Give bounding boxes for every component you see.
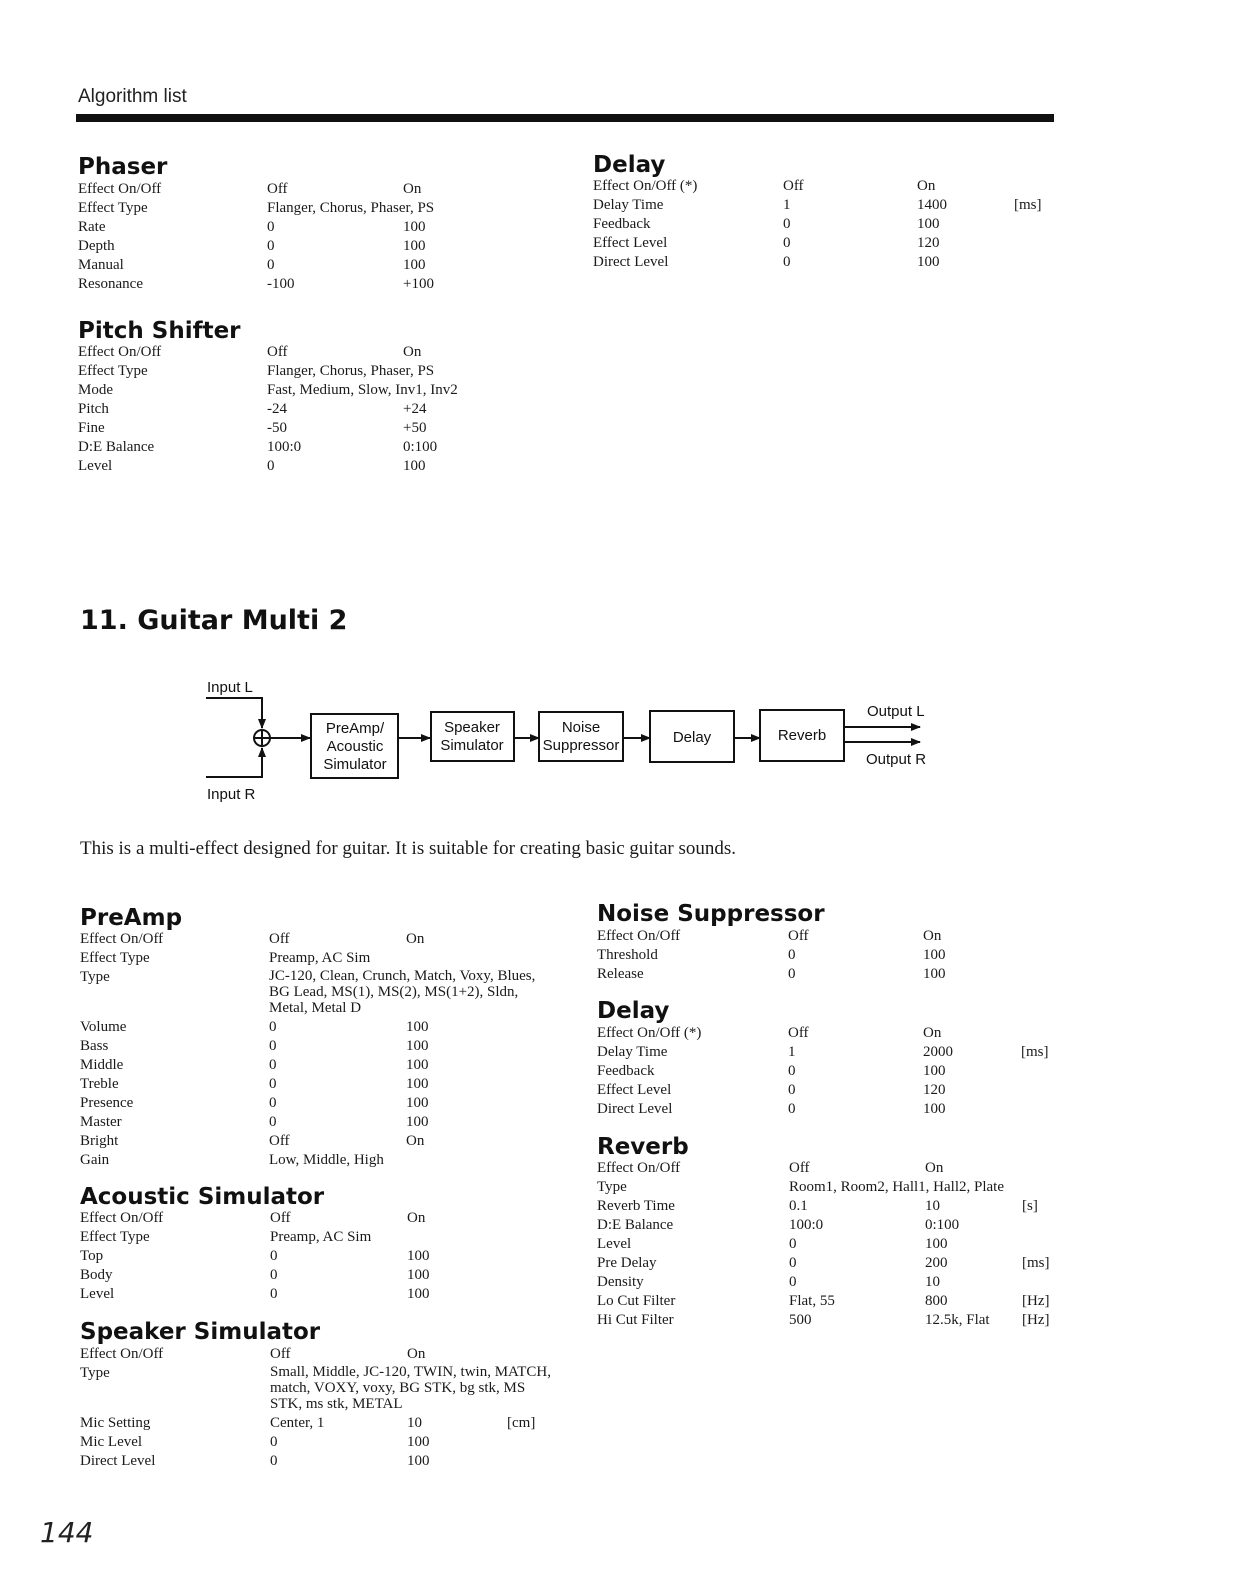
param-name: Effect Type xyxy=(80,950,150,966)
param-unit: [Hz] xyxy=(1022,1293,1050,1309)
running-header: Algorithm list xyxy=(78,86,187,107)
param-min: 0 xyxy=(269,1019,277,1035)
param-max: 10 xyxy=(925,1198,940,1214)
param-max: On xyxy=(923,928,942,944)
param-min: 0 xyxy=(267,257,275,273)
param-min: Off xyxy=(269,931,290,947)
param-name: Fine xyxy=(78,420,105,436)
param-min: Off xyxy=(789,1160,810,1176)
param-max: On xyxy=(925,1160,944,1176)
header-rule xyxy=(76,114,1054,122)
param-max: 100 xyxy=(403,257,426,273)
param-min: 0 xyxy=(788,947,796,963)
param-name: Treble xyxy=(80,1076,119,1092)
param-name: Level xyxy=(597,1236,632,1252)
param-min: 100:0 xyxy=(267,439,302,455)
noise-label-2: Suppressor xyxy=(542,737,620,754)
param-max: 10 xyxy=(407,1415,422,1431)
param-max: 120 xyxy=(917,235,940,251)
param-name: Effect On/Off xyxy=(80,931,164,947)
param-min: 0 xyxy=(269,1114,277,1130)
param-name: Feedback xyxy=(593,216,651,232)
param-min: Room1, Room2, Hall1, Hall2, Plate xyxy=(789,1179,1004,1195)
param-name: Delay Time xyxy=(597,1044,668,1060)
param-name: Effect Level xyxy=(593,235,668,251)
param-max: 100 xyxy=(406,1114,429,1130)
param-max: 100 xyxy=(407,1286,430,1302)
param-name: Top xyxy=(80,1248,104,1264)
param-max: 100 xyxy=(406,1076,429,1092)
input-r-label: Input R xyxy=(207,786,256,803)
param-min: Flat, 55 xyxy=(789,1293,835,1309)
param-name: Threshold xyxy=(597,947,658,963)
param-max: 100 xyxy=(406,1057,429,1073)
param-min: 0.1 xyxy=(789,1198,808,1214)
preamp-label-3: Simulator xyxy=(323,756,387,773)
param-min: Flanger, Chorus, Phaser, PS xyxy=(267,363,435,379)
param-max: On xyxy=(917,178,936,194)
param-max: On xyxy=(406,931,425,947)
param-name: Resonance xyxy=(78,276,143,292)
param-name: Manual xyxy=(78,257,124,273)
param-unit: [cm] xyxy=(507,1415,536,1431)
algorithm-description: This is a multi-effect designed for guitar. It is suitable for creating basic guitar sounds. xyxy=(80,838,737,859)
param-name: Effect On/Off xyxy=(597,1160,681,1176)
output-r-label: Output R xyxy=(866,751,927,768)
param-name: Pre Delay xyxy=(597,1255,657,1271)
param-name: Direct Level xyxy=(593,254,669,270)
param-max: 100 xyxy=(407,1248,430,1264)
param-name: Effect Type xyxy=(78,200,148,216)
param-name: Gain xyxy=(80,1152,110,1168)
param-min: Off xyxy=(269,1133,290,1149)
mixer-symbol xyxy=(254,730,270,746)
param-name: Volume xyxy=(80,1019,127,1035)
param-name: Bright xyxy=(80,1133,119,1149)
param-name: D:E Balance xyxy=(78,439,155,455)
param-name: Direct Level xyxy=(80,1453,156,1469)
param-min: 1 xyxy=(783,197,791,213)
param-name: Lo Cut Filter xyxy=(597,1293,676,1309)
param-min: -100 xyxy=(267,276,295,292)
noise-suppressor-block xyxy=(539,712,623,761)
speaker-simulator-block xyxy=(431,712,514,761)
param-max: On xyxy=(403,181,422,197)
speaker-label-2: Simulator xyxy=(440,737,504,754)
param-name: Type xyxy=(597,1179,627,1195)
param-min: Off xyxy=(270,1346,291,1362)
param-unit: [s] xyxy=(1022,1198,1038,1214)
param-name: Effect On/Off xyxy=(78,181,162,197)
param-name: Rate xyxy=(78,219,106,235)
param-min: -50 xyxy=(267,420,287,436)
chapter-title: 11. Guitar Multi 2 xyxy=(80,605,348,636)
param-name: Level xyxy=(80,1286,115,1302)
reverb-label: Reverb xyxy=(777,727,827,744)
param-min: 0 xyxy=(267,238,275,254)
param-max: 800 xyxy=(925,1293,948,1309)
param-min: 500 xyxy=(789,1312,812,1328)
param-max: 100 xyxy=(923,966,946,982)
param-min: Off xyxy=(783,178,804,194)
param-min: Off xyxy=(270,1210,291,1226)
param-min: Preamp, AC Sim xyxy=(270,1229,372,1245)
page-number: 144 xyxy=(40,1516,94,1549)
param-max: +50 xyxy=(403,420,427,436)
param-max: 0:100 xyxy=(403,439,438,455)
param-max: 120 xyxy=(923,1082,946,1098)
param-name: D:E Balance xyxy=(597,1217,674,1233)
param-max: 12.5k, Flat xyxy=(925,1312,990,1328)
param-max: 100 xyxy=(407,1267,430,1283)
param-max: +100 xyxy=(403,276,434,292)
param-name: Direct Level xyxy=(597,1101,673,1117)
delay-block xyxy=(650,711,734,762)
param-min: 0 xyxy=(269,1095,277,1111)
speaker-simulator-title: Speaker Simulator xyxy=(80,1319,321,1345)
param-unit: [ms] xyxy=(1022,1255,1050,1271)
speaker-label-1: Speaker xyxy=(444,719,500,736)
param-max: 100 xyxy=(403,219,426,235)
param-min: Off xyxy=(788,1025,809,1041)
param-min: JC-120, Clean, Crunch, Match, Voxy, Blues, BG Lead, MS(1), MS(2), MS(1+2), Sldn, Metal, Metal D xyxy=(269,968,536,1016)
param-min: 0 xyxy=(788,966,796,982)
output-l-label: Output L xyxy=(867,703,925,720)
param-min: Off xyxy=(267,344,288,360)
param-min: Low, Middle, High xyxy=(269,1152,384,1168)
param-min: 0 xyxy=(788,1063,796,1079)
param-name: Pitch xyxy=(78,401,109,417)
param-max: 100 xyxy=(925,1236,948,1252)
param-max: 100 xyxy=(406,1019,429,1035)
param-name: Reverb Time xyxy=(597,1198,675,1214)
param-min: 0 xyxy=(783,216,791,232)
param-max: 1400 xyxy=(917,197,947,213)
param-min: 0 xyxy=(788,1101,796,1117)
noise-label-1: Noise xyxy=(561,719,601,736)
param-name: Effect Level xyxy=(597,1082,672,1098)
param-min: 0 xyxy=(269,1076,277,1092)
param-name: Presence xyxy=(80,1095,134,1111)
param-name: Delay Time xyxy=(593,197,664,213)
param-name: Hi Cut Filter xyxy=(597,1312,674,1328)
preamp-title: PreAmp xyxy=(80,905,183,931)
param-max: On xyxy=(406,1133,425,1149)
preamp-block xyxy=(311,714,398,778)
input-l-line xyxy=(206,698,262,728)
param-name: Type xyxy=(80,969,110,985)
param-name: Release xyxy=(597,966,644,982)
param-name: Effect On/Off xyxy=(80,1346,164,1362)
param-min: Off xyxy=(788,928,809,944)
param-max: 100 xyxy=(407,1434,430,1450)
phaser-title: Phaser xyxy=(78,154,168,180)
param-min: 0 xyxy=(269,1038,277,1054)
param-min: 0 xyxy=(783,254,791,270)
param-min: 0 xyxy=(270,1267,278,1283)
param-max: 100 xyxy=(917,254,940,270)
param-name: Effect On/Off (*) xyxy=(597,1025,702,1041)
param-max: 100 xyxy=(917,216,940,232)
param-name: Effect On/Off xyxy=(597,928,681,944)
param-min: 0 xyxy=(267,458,275,474)
param-name: Effect On/Off (*) xyxy=(593,178,698,194)
preamp-label-2: Acoustic xyxy=(326,738,384,755)
param-unit: [ms] xyxy=(1014,197,1042,213)
param-max: 100 xyxy=(923,947,946,963)
reverb-title: Reverb xyxy=(597,1134,689,1160)
param-min: 0 xyxy=(270,1248,278,1264)
param-name: Master xyxy=(80,1114,122,1130)
param-name: Feedback xyxy=(597,1063,655,1079)
param-name: Mic Setting xyxy=(80,1415,151,1431)
param-min: Fast, Medium, Slow, Inv1, Inv2 xyxy=(267,382,458,398)
param-name: Effect On/Off xyxy=(80,1210,164,1226)
param-name: Effect Type xyxy=(80,1229,150,1245)
input-l-label: Input L xyxy=(207,679,253,696)
param-max: 100 xyxy=(406,1038,429,1054)
param-min: Flanger, Chorus, Phaser, PS xyxy=(267,200,435,216)
param-max: 200 xyxy=(925,1255,948,1271)
param-min: 0 xyxy=(789,1255,797,1271)
param-min: Center, 1 xyxy=(270,1415,325,1431)
param-max: On xyxy=(407,1210,426,1226)
param-name: Type xyxy=(80,1365,110,1381)
reverb-block xyxy=(760,710,844,761)
param-max: 100 xyxy=(407,1453,430,1469)
param-name: Level xyxy=(78,458,113,474)
param-max: 100 xyxy=(403,238,426,254)
delay-bottom-title: Delay xyxy=(597,998,670,1024)
param-min: -24 xyxy=(267,401,287,417)
param-name: Effect On/Off xyxy=(78,344,162,360)
param-max: 100 xyxy=(923,1063,946,1079)
param-name: Density xyxy=(597,1274,644,1290)
param-min: Off xyxy=(267,181,288,197)
param-max: +24 xyxy=(403,401,427,417)
param-min: 0 xyxy=(783,235,791,251)
param-name: Bass xyxy=(80,1038,109,1054)
delay-label: Delay xyxy=(672,729,712,746)
param-min: 0 xyxy=(267,219,275,235)
param-min: Preamp, AC Sim xyxy=(269,950,371,966)
param-min: 0 xyxy=(789,1236,797,1252)
acoustic-simulator-title: Acoustic Simulator xyxy=(80,1184,325,1210)
param-min: 0 xyxy=(270,1453,278,1469)
param-unit: [ms] xyxy=(1021,1044,1049,1060)
param-max: 0:100 xyxy=(925,1217,960,1233)
param-name: Depth xyxy=(78,238,115,254)
param-unit: [Hz] xyxy=(1022,1312,1050,1328)
param-max: On xyxy=(923,1025,942,1041)
param-max: 100 xyxy=(923,1101,946,1117)
delay-top-title: Delay xyxy=(593,152,666,178)
param-name: Middle xyxy=(80,1057,124,1073)
param-max: On xyxy=(407,1346,426,1362)
param-name: Mic Level xyxy=(80,1434,143,1450)
preamp-label-1: PreAmp/ xyxy=(325,720,385,737)
noise-suppressor-title: Noise Suppressor xyxy=(597,901,825,927)
param-max: 10 xyxy=(925,1274,940,1290)
param-min: 1 xyxy=(788,1044,796,1060)
param-max: 100 xyxy=(406,1095,429,1111)
param-min: Small, Middle, JC-120, TWIN, twin, MATCH, match, VOXY, voxy, BG STK, bg stk, MS STK, ms stk, METAL xyxy=(270,1364,551,1412)
input-r-line xyxy=(206,748,262,777)
param-name: Body xyxy=(80,1267,113,1283)
param-min: 0 xyxy=(270,1434,278,1450)
param-max: 2000 xyxy=(923,1044,953,1060)
param-name: Mode xyxy=(78,382,113,398)
param-name: Effect Type xyxy=(78,363,148,379)
pitch-shifter-title: Pitch Shifter xyxy=(78,318,241,344)
param-max: On xyxy=(403,344,422,360)
param-min: 0 xyxy=(788,1082,796,1098)
param-min: 100:0 xyxy=(789,1217,824,1233)
param-max: 100 xyxy=(403,458,426,474)
param-min: 0 xyxy=(270,1286,278,1302)
param-min: 0 xyxy=(789,1274,797,1290)
param-min: 0 xyxy=(269,1057,277,1073)
